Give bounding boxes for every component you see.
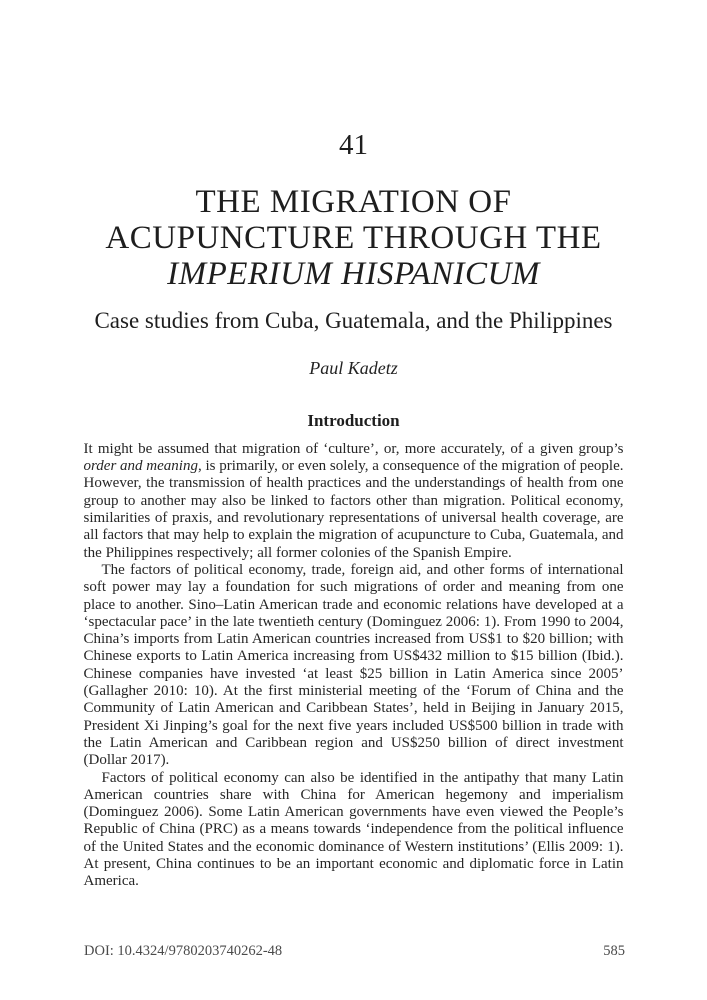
chapter-title-main: THE MIGRATION OF ACUPUNCTURE THROUGH THE [105, 183, 602, 256]
author-name: Paul Kadetz [309, 357, 398, 378]
chapter-subtitle: Case studies from Cuba, Guatemala, and the Philippines [94, 307, 613, 333]
text-segment: The factors of political economy, trade, foreign aid, and other forms of international soft power may lay a foundation for such migrations of order and meaning from one place to another. Sino–Latin American trade and economic relations have developed at a ‘spectacular pace’ in the late twentieth century (Dominguez 2006: 1). From 1990 to 2004, China’s imports from Latin American countries increased from US$1 to $20 billion; with Chinese exports to Latin America increasing from US$432 million to $15 billion (Ibid.). Chinese companies have invested ‘at least $25 billion in Latin America since 2005’ (Gallagher 2010: 10). At the first ministerial meeting of the ‘Forum of China and the Community of Latin American and Caribbean States’, held in Beijing in January 2015, President Xi Jinping’s goal for the next five years included US$500 billion in trade with the Latin American and Caribbean region and US$250 billion of direct investment (Dollar 2017). [83, 561, 624, 769]
doi-text: DOI: 10.4324/9780203740262-48 [84, 943, 283, 959]
paragraph [84, 770, 624, 891]
text-segment: It might be assumed that migration of ‘culture’, or, more accurately, of a given group’s [83, 440, 624, 457]
paragraph [84, 441, 624, 562]
page-content [84, 0, 624, 891]
chapter-title-latin: IMPERIUM HISPANICUM [167, 255, 540, 292]
chapter-title [84, 184, 624, 292]
section-heading: Introduction [307, 410, 400, 430]
page-number: 585 [603, 943, 625, 959]
paragraph [84, 562, 624, 770]
italic-text: order and meaning [83, 458, 198, 475]
body-text [84, 441, 624, 891]
page-footer [84, 943, 625, 960]
text-segment: Factors of political economy can also be identified in the antipathy that many Latin American countries share with China for American hegemony and imperialism (Dominguez 2006). Some Latin American governments have even viewed the People’s Republic of China (PRC) as a means towards ‘independence from the political influence of the United States and the economic dominance of Western institutions’ (Ellis 2009: 1). At present, China continues to be an important economic and diplomatic force in Latin America. [83, 769, 624, 890]
text-segment: , is primarily, or even solely, a consequence of the migration of people. However, the transmission of health practices and the understandings of health from one group to another may also be linked to factors other than migration. Political economy, similarities of praxis, and revolutionary representations of universal health coverage, are all factors that may help to explain the migration of acupuncture to Cuba, Guatemala, and the Philippines respectively; all former colonies of the Spanish Empire. [83, 458, 624, 561]
chapter-number: 41 [339, 129, 368, 161]
